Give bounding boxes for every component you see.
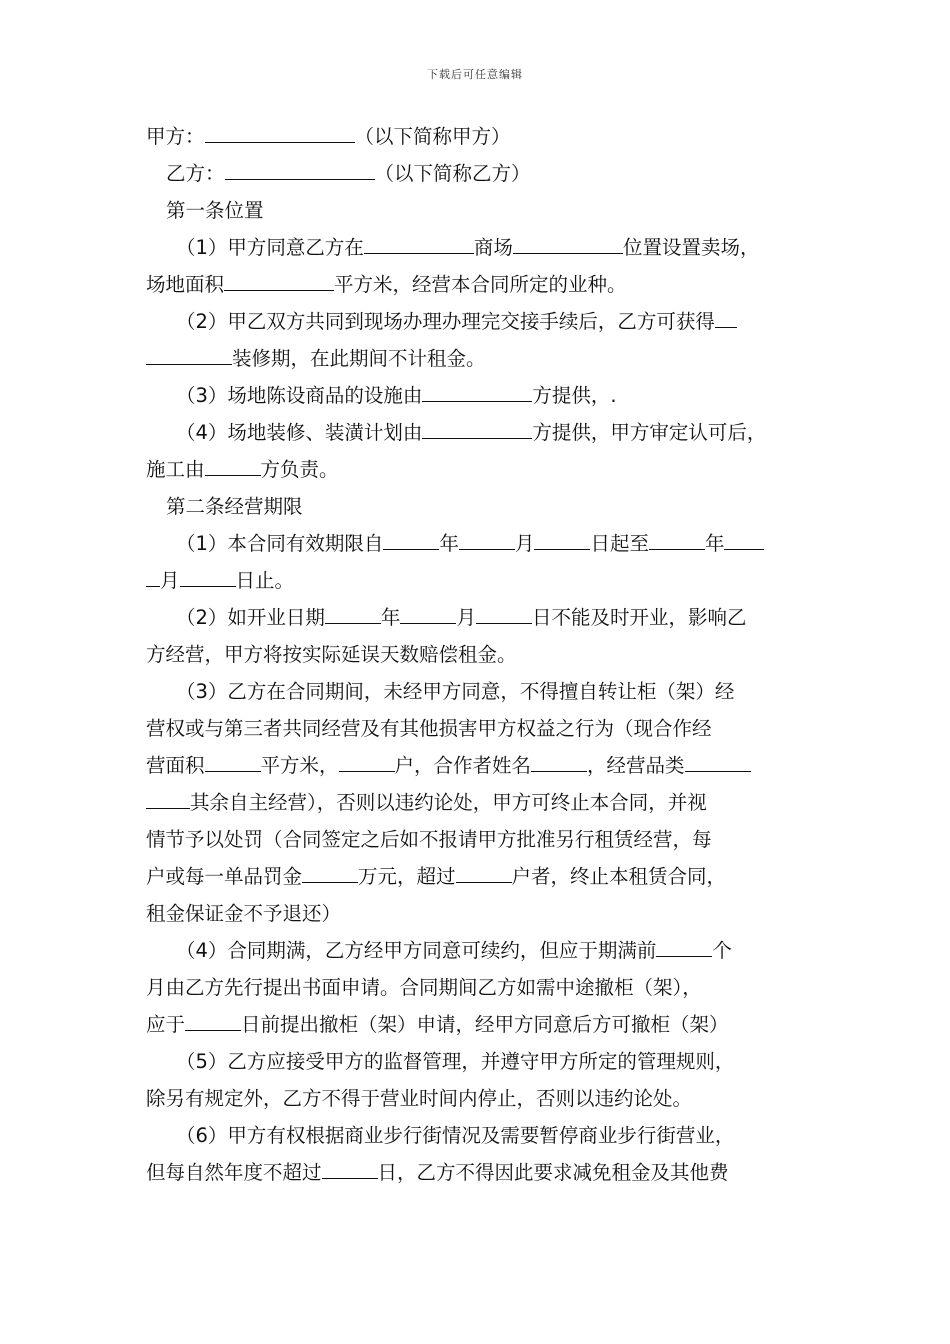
text: （1）甲方同意乙方在	[176, 236, 364, 259]
text: 除另有规定外，乙方不得于营业时间内停止，否则以违约论处。	[146, 1087, 693, 1110]
text: （2）如开业日期	[176, 606, 325, 629]
text: 日起至	[590, 532, 649, 555]
text: 户或每一单品罚金	[146, 865, 303, 888]
text: （3）乙方在合同期间，未经甲方同意，不得擅自转让柜（架）经	[176, 680, 735, 703]
text: 位置设置卖场，	[622, 236, 760, 259]
blank-fine[interactable]	[302, 859, 358, 883]
text: 日前提出撤柜（架）申请，经甲方同意后方可撤柜（架）	[241, 1013, 729, 1036]
text: 年	[380, 606, 401, 629]
text: 平方米，经营本合同所定的业种。	[334, 273, 627, 296]
text: （6）甲方有权根据商业步行街情况及需要暂停商业步行街营业，	[176, 1124, 735, 1147]
text: （3）场地陈设商品的设施由	[176, 384, 423, 407]
text: （4）合同期满，乙方经甲方同意可续约，但应于期满前	[176, 939, 657, 962]
blank-construction-party[interactable]	[205, 452, 261, 476]
text: （5）乙方应接受甲方的监督管理，并遵守甲方所定的管理规则，	[176, 1050, 735, 1073]
blank-start-year[interactable]	[383, 526, 439, 550]
line-2-1b	[146, 562, 814, 599]
line-2-4c	[146, 1006, 814, 1043]
text: 日不能及时开业，影响乙	[531, 606, 747, 629]
text: 月	[514, 532, 535, 555]
blank-end-month-a[interactable]	[724, 526, 764, 550]
text: （1）本合同有效期限自	[176, 532, 384, 555]
line-2-4	[146, 932, 814, 969]
blank-open-day[interactable]	[476, 600, 532, 624]
text: 施工由	[146, 458, 205, 481]
blank-category-a[interactable]	[685, 748, 751, 772]
blank-suspend-days[interactable]	[322, 1155, 378, 1179]
text: ，经营品类	[587, 754, 685, 777]
blank-renovation-b[interactable]	[146, 341, 232, 365]
blank-mall[interactable]	[364, 230, 474, 254]
text: 情节予以处罚（合同签定之后如不报请甲方批准另行租赁经营，每	[146, 828, 712, 851]
text: 营面积	[146, 754, 205, 777]
line-1-4	[146, 414, 814, 451]
blank-coop-area[interactable]	[205, 748, 261, 772]
contract-body	[146, 118, 814, 1191]
blank-withdraw-days[interactable]	[185, 1007, 241, 1031]
blank-start-month[interactable]	[459, 526, 515, 550]
blank-location[interactable]	[513, 230, 623, 254]
blank-coop-name[interactable]	[531, 748, 587, 772]
text: 方提供，.	[532, 384, 617, 407]
blank-renew-months[interactable]	[656, 933, 712, 957]
line-2-2b	[146, 636, 814, 673]
text: 其余自主经营），否则以违约论处，甲方可终止本合同，并视	[190, 791, 707, 814]
text: 平方米，	[260, 754, 339, 777]
text: 场地面积	[146, 273, 225, 296]
line-1-3	[146, 377, 814, 414]
line-2-4b	[146, 969, 814, 1006]
text: 租金保证金不予退还）	[146, 902, 342, 925]
line-1-2	[146, 303, 814, 340]
text: 日止。	[235, 569, 295, 592]
blank-area[interactable]	[224, 267, 334, 291]
line-1-1	[146, 229, 814, 266]
line-2-5	[146, 1043, 814, 1080]
line-1-4b	[146, 451, 814, 488]
text-party-b-note: （以下简称乙方）	[374, 162, 531, 185]
text: 年	[704, 532, 725, 555]
line-2-1	[146, 525, 814, 562]
text: 月由乙方先行提出书面申请。合同期间乙方如需中途撤柜（架），	[146, 976, 702, 999]
blank-facility-party[interactable]	[422, 378, 532, 402]
text-party-a: 甲方：	[146, 125, 205, 148]
text: 个	[712, 939, 732, 962]
blank-end-year[interactable]	[649, 526, 705, 550]
line-2-3b	[146, 710, 814, 747]
text: 万元，超过	[358, 865, 456, 888]
line-1-1b	[146, 266, 814, 303]
text-party-a-note: （以下简称甲方）	[354, 125, 511, 148]
text: 商场	[473, 236, 513, 259]
heading-article-2	[146, 488, 814, 525]
blank-open-year[interactable]	[325, 600, 381, 624]
line-party-b	[146, 155, 814, 192]
line-party-a	[146, 118, 814, 155]
line-1-2b	[146, 340, 814, 377]
text: 营权或与第三者共同经营及有其他损害甲方权益之行为（现合作经	[146, 717, 712, 740]
blank-category-b[interactable]	[146, 785, 190, 809]
text: 年	[439, 532, 459, 555]
line-2-3c	[146, 747, 814, 784]
text: 方经营，甲方将按实际延误天数赔偿租金。	[146, 643, 517, 666]
text: 月	[456, 606, 476, 629]
line-2-3	[146, 673, 814, 710]
text: 方负责。	[260, 458, 339, 481]
line-2-5b	[146, 1080, 814, 1117]
text-party-b: 乙方：	[166, 162, 225, 185]
text: 方提供，甲方审定认可后，	[532, 421, 767, 444]
blank-plan-party[interactable]	[422, 415, 532, 439]
text: 月	[160, 569, 180, 592]
line-2-3e	[146, 821, 814, 858]
heading-article-1	[146, 192, 814, 229]
blank-party-a[interactable]	[205, 119, 355, 143]
text: 装修期，在此期间不计租金。	[232, 347, 486, 370]
line-2-2	[146, 599, 814, 636]
text: 日，乙方不得因此要求减免租金及其他费	[377, 1161, 729, 1184]
blank-end-day[interactable]	[180, 563, 236, 587]
text: 户，合作者姓名	[394, 754, 532, 777]
text: （2）甲乙双方共同到现场办理办理完交接手续后，乙方可获得	[176, 310, 715, 333]
blank-end-month-b[interactable]	[146, 563, 160, 587]
header-note: 下载后可任意编辑	[427, 68, 523, 81]
line-2-3f	[146, 858, 814, 895]
blank-party-b[interactable]	[225, 156, 375, 180]
heading-text: 第二条经营期限	[166, 495, 303, 518]
blank-open-month[interactable]	[400, 600, 456, 624]
line-2-3d	[146, 784, 814, 821]
text: 但每自然年度不超过	[146, 1161, 322, 1184]
text: 应于	[146, 1013, 186, 1036]
line-2-6	[146, 1117, 814, 1154]
heading-text: 第一条位置	[166, 199, 264, 222]
blank-renovation-a[interactable]	[715, 304, 737, 328]
line-2-3g	[146, 895, 814, 932]
blank-households-limit[interactable]	[456, 859, 512, 883]
text: 户者，终止本租赁合同，	[511, 865, 727, 888]
blank-coop-households[interactable]	[339, 748, 395, 772]
line-2-6b	[146, 1154, 814, 1191]
blank-start-day[interactable]	[534, 526, 590, 550]
text: （4）场地装修、装潢计划由	[176, 421, 423, 444]
